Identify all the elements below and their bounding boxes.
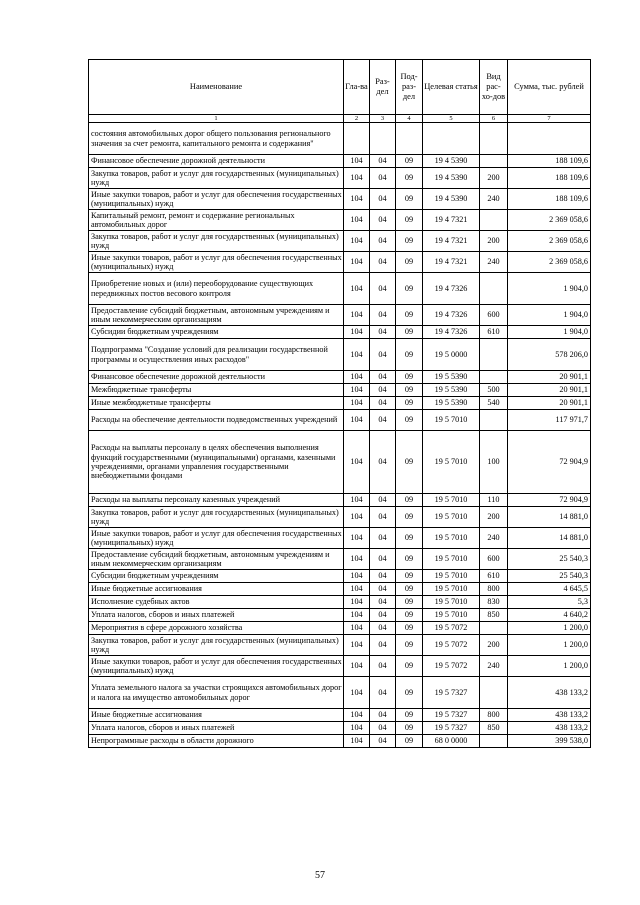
table-header-row [89, 60, 591, 115]
cell-chapter: 104 [344, 528, 370, 549]
cell-name: Расходы на выплаты персоналу казенных учреждений [89, 494, 344, 507]
table-row [89, 549, 591, 570]
cell-chapter: 104 [344, 622, 370, 635]
cell-subsection: 09 [396, 384, 423, 397]
cell-target-article: 19 5 7327 [423, 677, 480, 709]
cell-name: Предоставление субсидий бюджетным, автономным учреждениям и иным некоммерческим организациям [89, 305, 344, 326]
table-row [89, 494, 591, 507]
cell-target-article: 19 4 5390 [423, 155, 480, 168]
table-row [89, 656, 591, 677]
cell-expense-type [480, 210, 508, 231]
cell-chapter: 104 [344, 722, 370, 735]
cell-name: Непрограммные расходы в области дорожного [89, 735, 344, 748]
cell-expense-type [480, 273, 508, 305]
cell-name: Субсидии бюджетным учреждениям [89, 570, 344, 583]
cell-amount: 1 200,0 [508, 635, 591, 656]
table-row [89, 252, 591, 273]
cell-section: 04 [370, 722, 396, 735]
cell-name: Финансовое обеспечение дорожной деятельности [89, 371, 344, 384]
cell-section: 04 [370, 735, 396, 748]
cell-section: 04 [370, 635, 396, 656]
table-row [89, 384, 591, 397]
cell-subsection: 09 [396, 210, 423, 231]
cell-amount: 20 901,1 [508, 384, 591, 397]
cell-name: Финансовое обеспечение дорожной деятельности [89, 155, 344, 168]
cell-name: Закупка товаров, работ и услуг для государственных (муниципальных) нужд [89, 231, 344, 252]
cell-section: 04 [370, 155, 396, 168]
cell-expense-type [480, 735, 508, 748]
cell-name: состояния автомобильных дорог общего пользования регионального значения за счет ремонта, капитального ремонта и содержания" [89, 123, 344, 155]
cell-chapter: 104 [344, 596, 370, 609]
cell-target-article: 19 5 7010 [423, 570, 480, 583]
cell-name: Уплата земельного налога за участки строящихся автомобильных дорог и налога на имущество автомобильных дорог [89, 677, 344, 709]
cell-name: Расходы на обеспечение деятельности подведомственных учреждений [89, 410, 344, 431]
cell-amount: 399 538,0 [508, 735, 591, 748]
column-header-chapter: Гла-ва [344, 60, 370, 115]
cell-subsection: 09 [396, 656, 423, 677]
cell-amount: 1 200,0 [508, 622, 591, 635]
cell-subsection: 09 [396, 570, 423, 583]
cell-name: Закупка товаров, работ и услуг для государственных (муниципальных) нужд [89, 507, 344, 528]
cell-name: Закупка товаров, работ и услуг для государственных (муниципальных) нужд [89, 635, 344, 656]
cell-expense-type: 600 [480, 305, 508, 326]
cell-expense-type: 850 [480, 722, 508, 735]
cell-name: Иные закупки товаров, работ и услуг для обеспечения государственных (муниципальных) нужд [89, 528, 344, 549]
cell-subsection: 09 [396, 252, 423, 273]
cell-expense-type [480, 339, 508, 371]
cell-subsection: 09 [396, 583, 423, 596]
cell-subsection: 09 [396, 507, 423, 528]
cell-section: 04 [370, 570, 396, 583]
table-row [89, 371, 591, 384]
cell-target-article: 19 5 7010 [423, 494, 480, 507]
cell-name: Предоставление субсидий бюджетным, автономным учреждениям и иным некоммерческим организациям [89, 549, 344, 570]
cell-section: 04 [370, 596, 396, 609]
cell-subsection: 09 [396, 431, 423, 494]
cell-chapter: 104 [344, 384, 370, 397]
cell-name: Уплата налогов, сборов и иных платежей [89, 722, 344, 735]
cell-name: Исполнение судебных актов [89, 596, 344, 609]
cell-section: 04 [370, 326, 396, 339]
table-row [89, 735, 591, 748]
cell-section: 04 [370, 397, 396, 410]
cell-chapter: 104 [344, 326, 370, 339]
cell-chapter [344, 123, 370, 155]
cell-name: Подпрограмма "Создание условий для реализации государственной программы и осуществления иных расходов" [89, 339, 344, 371]
cell-section: 04 [370, 189, 396, 210]
page-number: 57 [315, 870, 325, 881]
cell-name: Иные бюджетные ассигнования [89, 709, 344, 722]
column-index: 5 [423, 115, 480, 123]
cell-amount: 20 901,1 [508, 397, 591, 410]
cell-expense-type: 500 [480, 384, 508, 397]
cell-expense-type: 800 [480, 583, 508, 596]
cell-section: 04 [370, 549, 396, 570]
cell-section: 04 [370, 252, 396, 273]
cell-section: 04 [370, 168, 396, 189]
cell-target-article: 19 5 7010 [423, 528, 480, 549]
cell-target-article: 19 5 7072 [423, 622, 480, 635]
cell-target-article: 19 5 5390 [423, 397, 480, 410]
cell-amount: 4 640,2 [508, 609, 591, 622]
cell-target-article: 19 4 5390 [423, 168, 480, 189]
budget-table [88, 59, 591, 748]
cell-expense-type: 200 [480, 507, 508, 528]
cell-amount: 117 971,7 [508, 410, 591, 431]
cell-chapter: 104 [344, 189, 370, 210]
cell-target-article: 19 5 7072 [423, 635, 480, 656]
cell-section: 04 [370, 410, 396, 431]
table-row [89, 622, 591, 635]
cell-amount: 25 540,3 [508, 570, 591, 583]
cell-section: 04 [370, 384, 396, 397]
column-index: 6 [480, 115, 508, 123]
column-header-expense-type: Вид рас-хо-дов [480, 60, 508, 115]
cell-subsection: 09 [396, 635, 423, 656]
cell-subsection: 09 [396, 155, 423, 168]
cell-chapter: 104 [344, 339, 370, 371]
cell-chapter: 104 [344, 252, 370, 273]
cell-name: Мероприятия в сфере дорожного хозяйства [89, 622, 344, 635]
cell-subsection: 09 [396, 326, 423, 339]
table-row [89, 677, 591, 709]
table-body [89, 123, 591, 748]
column-index-row [89, 115, 591, 123]
cell-target-article: 19 5 7010 [423, 431, 480, 494]
cell-subsection: 09 [396, 596, 423, 609]
cell-chapter: 104 [344, 677, 370, 709]
cell-amount: 2 369 058,6 [508, 252, 591, 273]
cell-chapter: 104 [344, 549, 370, 570]
cell-amount: 14 881,0 [508, 507, 591, 528]
cell-expense-type [480, 677, 508, 709]
table-row [89, 410, 591, 431]
cell-subsection: 09 [396, 397, 423, 410]
cell-section: 04 [370, 305, 396, 326]
cell-subsection: 09 [396, 528, 423, 549]
cell-name: Уплата налогов, сборов и иных платежей [89, 609, 344, 622]
cell-chapter: 104 [344, 155, 370, 168]
cell-chapter: 104 [344, 570, 370, 583]
column-index: 2 [344, 115, 370, 123]
cell-target-article: 19 5 7010 [423, 410, 480, 431]
cell-amount: 438 133,2 [508, 722, 591, 735]
cell-expense-type [480, 410, 508, 431]
cell-section: 04 [370, 507, 396, 528]
cell-expense-type: 100 [480, 431, 508, 494]
cell-subsection: 09 [396, 609, 423, 622]
cell-chapter: 104 [344, 494, 370, 507]
cell-name: Расходы на выплаты персоналу в целях обеспечения выполнения функций государственными (муниципальными) органами, казенными учреждениями, органами управления государственными внебюджетными фондами [89, 431, 344, 494]
cell-expense-type: 800 [480, 709, 508, 722]
cell-amount: 2 369 058,6 [508, 231, 591, 252]
cell-target-article: 19 4 5390 [423, 189, 480, 210]
cell-chapter: 104 [344, 656, 370, 677]
cell-target-article: 68 0 0000 [423, 735, 480, 748]
cell-name: Капитальный ремонт, ремонт и содержание региональных автомобильных дорог [89, 210, 344, 231]
cell-subsection: 09 [396, 371, 423, 384]
cell-amount: 72 904,9 [508, 494, 591, 507]
table-row [89, 528, 591, 549]
table-row [89, 709, 591, 722]
cell-amount: 5,3 [508, 596, 591, 609]
table-row [89, 431, 591, 494]
cell-subsection [396, 123, 423, 155]
cell-expense-type: 600 [480, 549, 508, 570]
cell-target-article: 19 5 7072 [423, 656, 480, 677]
cell-expense-type: 830 [480, 596, 508, 609]
cell-amount: 4 645,5 [508, 583, 591, 596]
cell-expense-type [480, 622, 508, 635]
table-row [89, 635, 591, 656]
cell-name: Приобретение новых и (или) переоборудование существующих передвижных постов весового контроля [89, 273, 344, 305]
cell-section: 04 [370, 210, 396, 231]
table-row [89, 507, 591, 528]
table-row [89, 123, 591, 155]
column-index: 4 [396, 115, 423, 123]
table-row [89, 189, 591, 210]
cell-amount: 438 133,2 [508, 709, 591, 722]
cell-chapter: 104 [344, 371, 370, 384]
table-row [89, 168, 591, 189]
cell-target-article: 19 4 7321 [423, 231, 480, 252]
cell-subsection: 09 [396, 622, 423, 635]
cell-amount: 14 881,0 [508, 528, 591, 549]
cell-target-article: 19 4 7321 [423, 252, 480, 273]
cell-subsection: 09 [396, 305, 423, 326]
cell-section: 04 [370, 273, 396, 305]
cell-chapter: 104 [344, 735, 370, 748]
table-row [89, 326, 591, 339]
cell-chapter: 104 [344, 507, 370, 528]
cell-section: 04 [370, 528, 396, 549]
cell-expense-type: 200 [480, 231, 508, 252]
cell-subsection: 09 [396, 273, 423, 305]
cell-name: Закупка товаров, работ и услуг для государственных (муниципальных) нужд [89, 168, 344, 189]
cell-chapter: 104 [344, 431, 370, 494]
cell-expense-type: 240 [480, 528, 508, 549]
cell-chapter: 104 [344, 709, 370, 722]
cell-section: 04 [370, 431, 396, 494]
cell-section: 04 [370, 622, 396, 635]
cell-chapter: 104 [344, 273, 370, 305]
cell-subsection: 09 [396, 494, 423, 507]
cell-amount: 188 109,6 [508, 155, 591, 168]
cell-target-article: 19 4 7326 [423, 273, 480, 305]
cell-target-article: 19 5 7327 [423, 722, 480, 735]
table-row [89, 609, 591, 622]
cell-amount: 1 904,0 [508, 305, 591, 326]
table-row [89, 596, 591, 609]
cell-chapter: 104 [344, 635, 370, 656]
cell-section: 04 [370, 583, 396, 596]
cell-target-article: 19 5 5390 [423, 371, 480, 384]
cell-section: 04 [370, 677, 396, 709]
cell-amount: 578 206,0 [508, 339, 591, 371]
cell-section: 04 [370, 371, 396, 384]
cell-name: Иные закупки товаров, работ и услуг для обеспечения государственных (муниципальных) нужд [89, 189, 344, 210]
cell-section: 04 [370, 609, 396, 622]
cell-subsection: 09 [396, 549, 423, 570]
cell-target-article: 19 5 5390 [423, 384, 480, 397]
column-header-section: Раз-дел [370, 60, 396, 115]
cell-expense-type: 610 [480, 570, 508, 583]
cell-target-article: 19 4 7326 [423, 305, 480, 326]
table-row [89, 210, 591, 231]
cell-amount: 188 109,6 [508, 189, 591, 210]
cell-target-article: 19 4 7326 [423, 326, 480, 339]
cell-amount: 1 904,0 [508, 326, 591, 339]
column-header-subsection: Под-раз-дел [396, 60, 423, 115]
column-index: 7 [508, 115, 591, 123]
cell-amount: 1 200,0 [508, 656, 591, 677]
table-row [89, 231, 591, 252]
cell-expense-type: 200 [480, 168, 508, 189]
cell-chapter: 104 [344, 168, 370, 189]
cell-target-article: 19 5 7010 [423, 596, 480, 609]
cell-chapter: 104 [344, 410, 370, 431]
cell-name: Иные закупки товаров, работ и услуг для обеспечения государственных (муниципальных) нужд [89, 656, 344, 677]
table-row [89, 570, 591, 583]
cell-expense-type [480, 371, 508, 384]
table-row [89, 273, 591, 305]
cell-amount: 438 133,2 [508, 677, 591, 709]
cell-subsection: 09 [396, 709, 423, 722]
cell-target-article: 19 5 7010 [423, 549, 480, 570]
cell-chapter: 104 [344, 305, 370, 326]
cell-section: 04 [370, 494, 396, 507]
cell-expense-type: 540 [480, 397, 508, 410]
cell-section: 04 [370, 231, 396, 252]
cell-amount: 20 901,1 [508, 371, 591, 384]
cell-section: 04 [370, 709, 396, 722]
cell-name: Субсидии бюджетным учреждениям [89, 326, 344, 339]
cell-chapter: 104 [344, 210, 370, 231]
cell-subsection: 09 [396, 677, 423, 709]
cell-amount: 188 109,6 [508, 168, 591, 189]
cell-target-article: 19 5 7010 [423, 583, 480, 596]
cell-section: 04 [370, 339, 396, 371]
cell-expense-type: 110 [480, 494, 508, 507]
cell-subsection: 09 [396, 339, 423, 371]
cell-expense-type: 610 [480, 326, 508, 339]
cell-amount: 1 904,0 [508, 273, 591, 305]
cell-subsection: 09 [396, 168, 423, 189]
cell-target-article: 19 5 7327 [423, 709, 480, 722]
cell-amount: 25 540,3 [508, 549, 591, 570]
cell-subsection: 09 [396, 410, 423, 431]
cell-subsection: 09 [396, 722, 423, 735]
cell-target-article: 19 5 7010 [423, 507, 480, 528]
cell-expense-type [480, 123, 508, 155]
cell-section: 04 [370, 656, 396, 677]
table-row [89, 305, 591, 326]
cell-subsection: 09 [396, 231, 423, 252]
cell-name: Иные межбюджетные трансферты [89, 397, 344, 410]
cell-chapter: 104 [344, 583, 370, 596]
cell-target-article: 19 4 7321 [423, 210, 480, 231]
cell-target-article: 19 5 7010 [423, 609, 480, 622]
column-header-target-article: Целевая статья [423, 60, 480, 115]
cell-target-article: 19 5 0000 [423, 339, 480, 371]
cell-amount: 72 904,9 [508, 431, 591, 494]
cell-expense-type: 850 [480, 609, 508, 622]
column-header-amount: Сумма, тыс. рублей [508, 60, 591, 115]
cell-subsection: 09 [396, 735, 423, 748]
cell-section [370, 123, 396, 155]
cell-chapter: 104 [344, 397, 370, 410]
table-row [89, 397, 591, 410]
cell-chapter: 104 [344, 231, 370, 252]
cell-amount [508, 123, 591, 155]
column-index: 1 [89, 115, 344, 123]
cell-amount: 2 369 058,6 [508, 210, 591, 231]
table-row [89, 155, 591, 168]
table-row [89, 722, 591, 735]
cell-expense-type: 240 [480, 656, 508, 677]
cell-expense-type: 240 [480, 252, 508, 273]
column-header-name: Наименование [89, 60, 344, 115]
cell-name: Межбюджетные трансферты [89, 384, 344, 397]
column-index: 3 [370, 115, 396, 123]
cell-chapter: 104 [344, 609, 370, 622]
cell-target-article [423, 123, 480, 155]
cell-expense-type [480, 155, 508, 168]
cell-subsection: 09 [396, 189, 423, 210]
cell-name: Иные бюджетные ассигнования [89, 583, 344, 596]
cell-expense-type: 200 [480, 635, 508, 656]
table-row [89, 583, 591, 596]
cell-name: Иные закупки товаров, работ и услуг для обеспечения государственных (муниципальных) нужд [89, 252, 344, 273]
table-row [89, 339, 591, 371]
cell-expense-type: 240 [480, 189, 508, 210]
